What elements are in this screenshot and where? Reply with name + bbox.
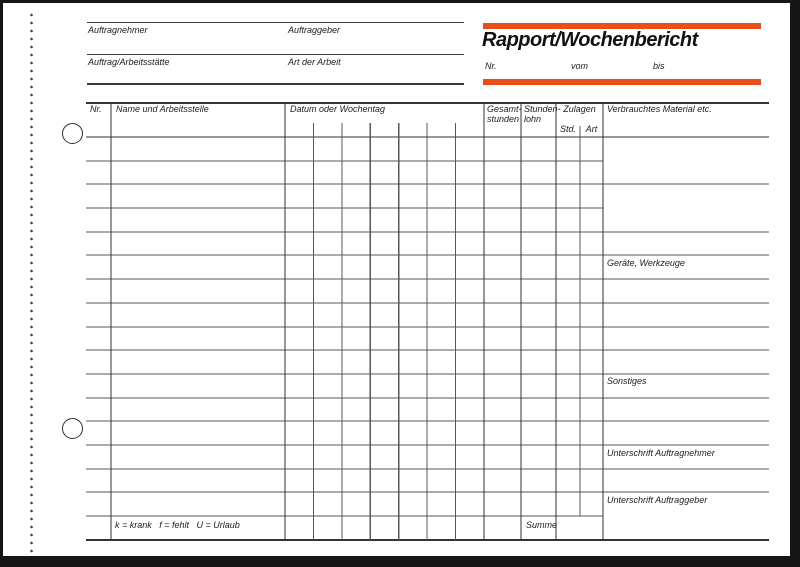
col-header-name: Name und Arbeitsstelle [116, 104, 209, 114]
col-header-nr: Nr. [90, 104, 102, 114]
col-header-gesamtstunden-line1: Gesamt- [487, 104, 522, 114]
section-sonstiges: Sonstiges [607, 376, 647, 386]
section-unterschrift-auftragnehmer: Unterschrift Auftragnehmer [607, 448, 715, 458]
bis-label: bis [653, 61, 665, 71]
col-header-material: Verbrauchtes Material etc. [607, 104, 712, 114]
col-header-datum: Datum oder Wochentag [290, 104, 386, 114]
auftraggeber-label: Auftraggeber [288, 25, 341, 35]
section-geraete-werkzeuge: Geräte, Werkzeuge [607, 258, 685, 268]
form-grid [3, 3, 800, 567]
legend-krank-fehlt-urlaub: k = krank f = fehlt U = Urlaub [115, 520, 240, 530]
col-header-gesamtstunden-line2: stunden [487, 114, 520, 124]
col-header-stundenlohn-line1: Stunden- [524, 104, 561, 114]
col-header-stundenlohn-line2: lohn [524, 114, 542, 124]
col-header-zulagen: Zulagen [563, 104, 596, 114]
col-header-std: Std. [560, 124, 577, 134]
auftrag-arbeitsstaette-label: Auftrag/Arbeitsstätte [88, 57, 170, 67]
vom-label: vom [571, 61, 589, 71]
report-nr-label: Nr. [485, 61, 497, 71]
section-unterschrift-auftraggeber: Unterschrift Auftraggeber [607, 495, 708, 505]
summe-label: Summe [526, 520, 558, 530]
col-header-art: Art [585, 124, 598, 134]
auftragnehmer-label: Auftragnehmer [88, 25, 148, 35]
form-title: Rapport/Wochenbericht [482, 29, 698, 51]
art-der-arbeit-label: Art der Arbeit [288, 57, 341, 67]
